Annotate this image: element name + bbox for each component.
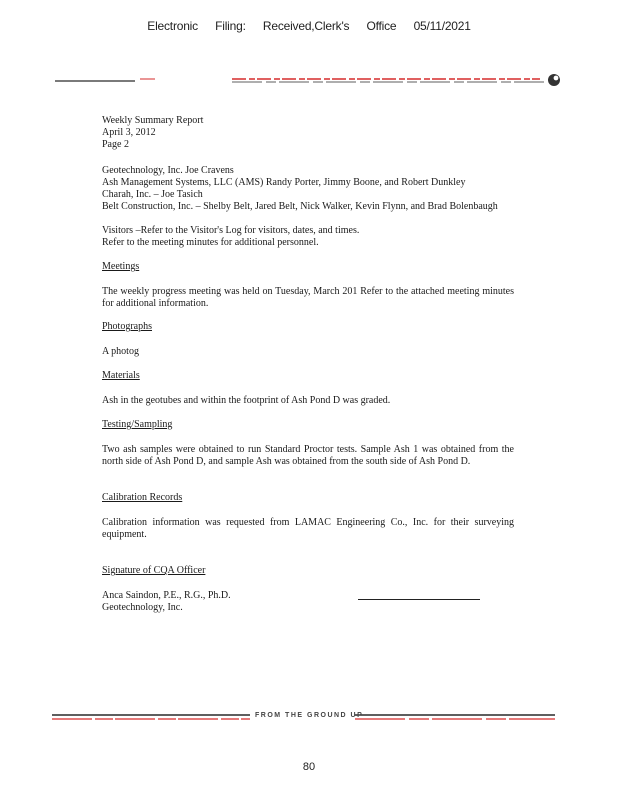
meetings-text: The weekly progress meeting was held on Tuesday, March 201 Refer to the attached meeting minutes for additional information. — [102, 286, 514, 309]
signature-heading: Signature of CQA Officer — [102, 565, 206, 576]
page-number: 80 — [302, 761, 316, 773]
personnel-line-4: Belt Construction, Inc. – Shelby Belt, Jared Belt, Nick Walker, Kevin Flynn, and Brad Bolenbaugh — [102, 201, 498, 212]
photographs-text: A photog — [102, 346, 139, 357]
testing-text: Two ash samples were obtained to run Standard Proctor tests. Sample Ash 1 was obtained from the north side of Ash Pond D, and sample Ash was obtained from the south side of Ash Pond D. — [102, 444, 514, 467]
report-page: Page 2 — [102, 139, 129, 150]
signature-line — [358, 599, 480, 600]
personnel-line-6: Refer to the meeting minutes for additional personnel. — [102, 237, 319, 248]
personnel-line-5: Visitors –Refer to the Visitor's Log for visitors, dates, and times. — [102, 225, 360, 236]
filing-electronic: Electronic — [147, 19, 198, 33]
report-title: Weekly Summary Report — [102, 115, 204, 126]
signature-name: Anca Saindon, P.E., R.G., Ph.D. — [102, 590, 231, 601]
testing-heading: Testing/Sampling — [102, 419, 173, 430]
filing-date: 05/11/2021 — [413, 19, 471, 33]
filing-received: Received,Clerk's — [262, 19, 350, 33]
letterhead-logo-icon — [548, 74, 560, 86]
letterhead-top-rule — [0, 66, 618, 88]
footer-tagline: FROM THE GROUND UP — [255, 712, 364, 719]
calibration-text: Calibration information was requested from LAMAC Engineering Co., Inc. for their surveying equipment. — [102, 517, 514, 540]
filing-header — [0, 19, 618, 33]
filing-office: Office — [366, 19, 397, 33]
personnel-line-1: Geotechnology, Inc. Joe Cravens — [102, 165, 234, 176]
personnel-line-3: Charah, Inc. – Joe Tasich — [102, 189, 203, 200]
filing-label: Filing: — [215, 19, 246, 33]
personnel-line-2: Ash Management Systems, LLC (AMS) Randy Porter, Jimmy Boone, and Robert Dunkley — [102, 177, 466, 188]
materials-heading: Materials — [102, 370, 140, 381]
calibration-heading: Calibration Records — [102, 492, 183, 503]
meetings-heading: Meetings — [102, 261, 140, 272]
materials-text: Ash in the geotubes and within the footprint of Ash Pond D was graded. — [102, 395, 391, 406]
report-date: April 3, 2012 — [102, 127, 156, 138]
photographs-heading: Photographs — [102, 321, 152, 332]
signature-company: Geotechnology, Inc. — [102, 602, 183, 613]
